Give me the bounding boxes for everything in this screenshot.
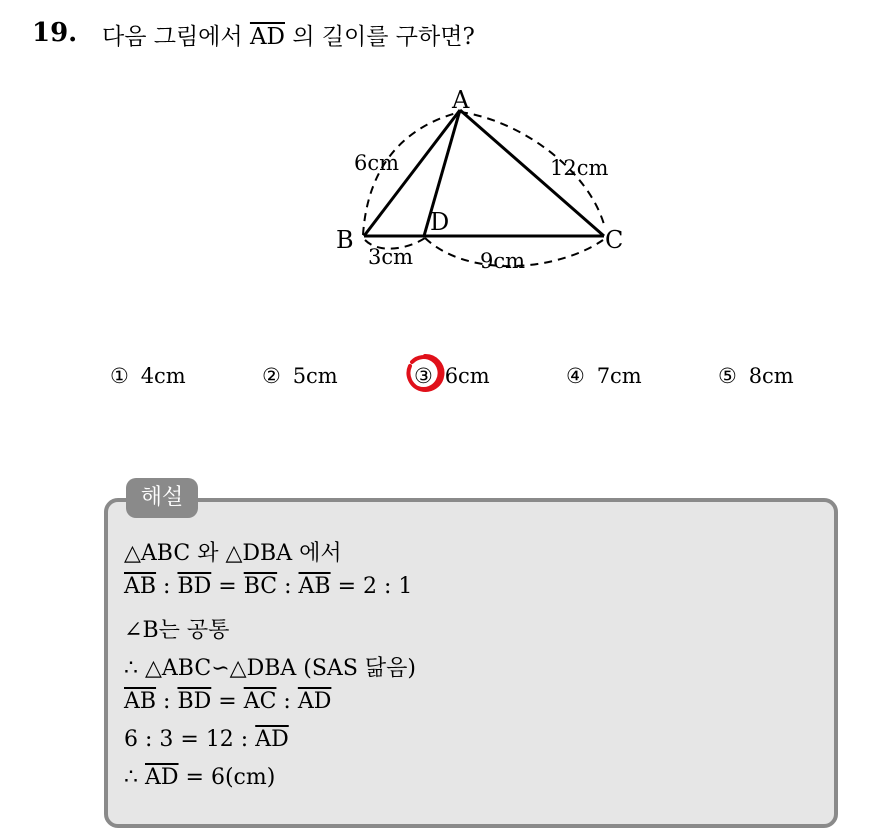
label-c: C — [605, 226, 624, 254]
label-ac-length: 12cm — [550, 156, 609, 180]
seg-ab: $\overline{AB}$ — [124, 574, 157, 599]
therefore-symbol: ∴ — [124, 656, 138, 681]
choice-3-mark: ③ — [414, 364, 433, 388]
choice-5-mark: ⑤ — [718, 364, 737, 388]
seg-ad: $\overline{AD}$ — [255, 727, 289, 752]
seg-ab: $\overline{AB}$ — [124, 689, 157, 714]
solution-line-3 — [124, 613, 229, 644]
seg-ad: $\overline{AD}$ — [297, 689, 332, 714]
tri-dba: DBA — [246, 656, 297, 681]
solution-line-4 — [124, 651, 416, 682]
solution-line-6 — [124, 727, 289, 752]
triangle-figure — [320, 80, 640, 280]
answer-circle-mark — [404, 352, 446, 394]
seg-bd: $\overline{BD}$ — [177, 574, 212, 599]
similarity-reason: (SAS 닮음) — [303, 656, 416, 681]
triangle-symbol: △ — [145, 656, 162, 681]
seg-ac: $\overline{AC}$ — [243, 689, 277, 714]
tri-abc: ABC — [140, 541, 191, 566]
triangle-symbol: △ — [225, 541, 243, 566]
tri-abc: ABC — [161, 656, 212, 681]
postposition: 에서 — [299, 541, 342, 566]
choice-1-value: 4cm — [140, 364, 186, 388]
common-text: 는 공통 — [158, 618, 230, 643]
question-number: 19. — [32, 18, 78, 48]
ratio-value: = 2 : 1 — [337, 574, 413, 599]
solution-tag: 해설 — [126, 478, 198, 518]
seg-ab: $\overline{AB}$ — [298, 574, 331, 599]
question-text-after: 의 길이를 구하면? — [292, 24, 475, 50]
angle-b: B — [142, 618, 159, 643]
choice-4[interactable] — [566, 364, 642, 388]
therefore-symbol: ∴ — [124, 765, 138, 790]
choice-5-value: 8cm — [748, 364, 794, 388]
choice-4-value: 7cm — [596, 364, 642, 388]
tri-dba: DBA — [242, 541, 293, 566]
triangle-symbol: △ — [124, 541, 141, 566]
choice-2-value: 5cm — [292, 364, 338, 388]
label-b: B — [336, 226, 354, 254]
question-text — [102, 18, 475, 51]
result-value: = 6(cm) — [185, 765, 276, 790]
choice-2[interactable] — [262, 364, 338, 388]
conjunction: 와 — [197, 541, 219, 566]
choice-4-mark: ④ — [566, 364, 585, 388]
question-segment: $\overline{AD}$ — [249, 24, 285, 50]
label-ab-length: 6cm — [354, 151, 400, 175]
solution-line-1 — [124, 536, 342, 567]
choice-5[interactable] — [718, 364, 794, 388]
similar-symbol: ∽ — [211, 656, 230, 681]
label-d: D — [430, 208, 450, 236]
solution-line-5: $\overline{AB}$ : $\overline{BD} = \overline{AC}$ : $\overline{AD}$ — [124, 689, 332, 714]
label-a: A — [452, 86, 470, 114]
choice-1-mark: ① — [110, 364, 129, 388]
solution-line-7 — [124, 765, 275, 790]
seg-bd: $\overline{BD}$ — [177, 689, 212, 714]
angle-symbol: ∠ — [124, 618, 143, 643]
solution-line-2: $\overline{AB}$ : $\overline{BD} = \overline{BC}$ : $\overline{AB} = 2$ : 1 — [124, 574, 413, 599]
seg-ad: $\overline{AD}$ — [145, 765, 179, 790]
question-text-before: 다음 그림에서 — [102, 24, 243, 50]
triangle-symbol: △ — [229, 656, 247, 681]
choice-2-mark: ② — [262, 364, 281, 388]
choice-1[interactable] — [110, 364, 186, 388]
label-bd-length: 3cm — [368, 245, 414, 269]
label-dc-length: 9cm — [480, 249, 526, 273]
seg-bc: $\overline{BC}$ — [243, 574, 278, 599]
choice-3-value: 6cm — [444, 364, 490, 388]
proportion-expr: 6 : 3 = 12 : — [124, 727, 249, 752]
